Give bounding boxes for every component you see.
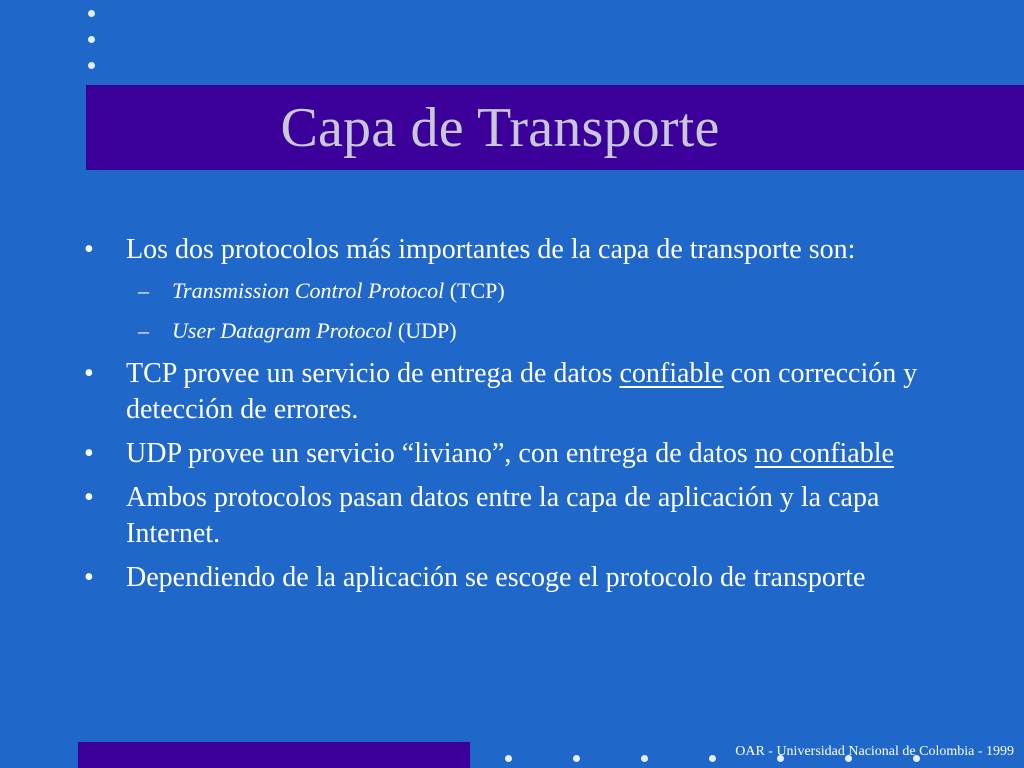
bullet-text: [126, 436, 944, 472]
slide-title: Capa de Transporte: [280, 96, 720, 159]
dot-icon: [88, 62, 95, 69]
bullet-text-part: UDP provee un servicio “liviano”, con entrega de datos: [126, 438, 755, 469]
decorative-dots-top: [88, 10, 100, 88]
dot-icon: [641, 755, 648, 762]
sub-bullet-item: [138, 316, 944, 346]
bullet-icon: •: [84, 358, 94, 389]
bullet-item: [84, 436, 944, 472]
bottom-bar: [78, 742, 470, 768]
protocol-abbr: (UDP): [392, 318, 457, 343]
bullet-icon: •: [84, 482, 94, 513]
sub-bullet-text: [172, 316, 944, 346]
protocol-abbr: (TCP): [444, 278, 505, 303]
bullet-text: Dependiendo de la aplicación se escoge el protocolo de transporte: [126, 562, 866, 593]
sub-bullet-item: [138, 276, 944, 306]
dot-icon: [573, 755, 580, 762]
bullet-item: [84, 560, 944, 596]
dot-icon: [88, 10, 95, 17]
protocol-name: User Datagram Protocol: [172, 318, 393, 343]
bullet-text-part: con corrección y detección de errores.: [126, 358, 918, 425]
underlined-term: confiable: [619, 358, 724, 389]
bullet-text: [126, 356, 944, 428]
dot-icon: [709, 755, 716, 762]
bullet-item: [84, 232, 944, 268]
bullet-item: [84, 480, 944, 552]
bullet-text: Ambos protocolos pasan datos entre la capa de aplicación y la capa Internet.: [126, 482, 880, 549]
sub-bullet-text: [172, 276, 944, 306]
underlined-term: no confiable: [754, 438, 894, 469]
bullet-icon: •: [84, 234, 94, 265]
dot-icon: [505, 755, 512, 762]
protocol-name: Transmission Control Protocol: [172, 278, 445, 303]
slide-content: [84, 232, 944, 604]
bullet-item: [84, 356, 944, 428]
dash-icon: –: [138, 278, 149, 303]
bullet-text: Los dos protocolos más importantes de la capa de transporte son:: [126, 234, 856, 265]
bullet-text-part: TCP provee un servicio de entrega de datos: [126, 358, 620, 389]
dash-icon: –: [138, 318, 149, 343]
title-bar: [86, 85, 1024, 170]
bullet-icon: •: [84, 438, 94, 469]
footer-text: OAR - Universidad Nacional de Colombia - 1999: [735, 744, 1014, 759]
bullet-icon: •: [84, 562, 94, 593]
dot-icon: [88, 36, 95, 43]
